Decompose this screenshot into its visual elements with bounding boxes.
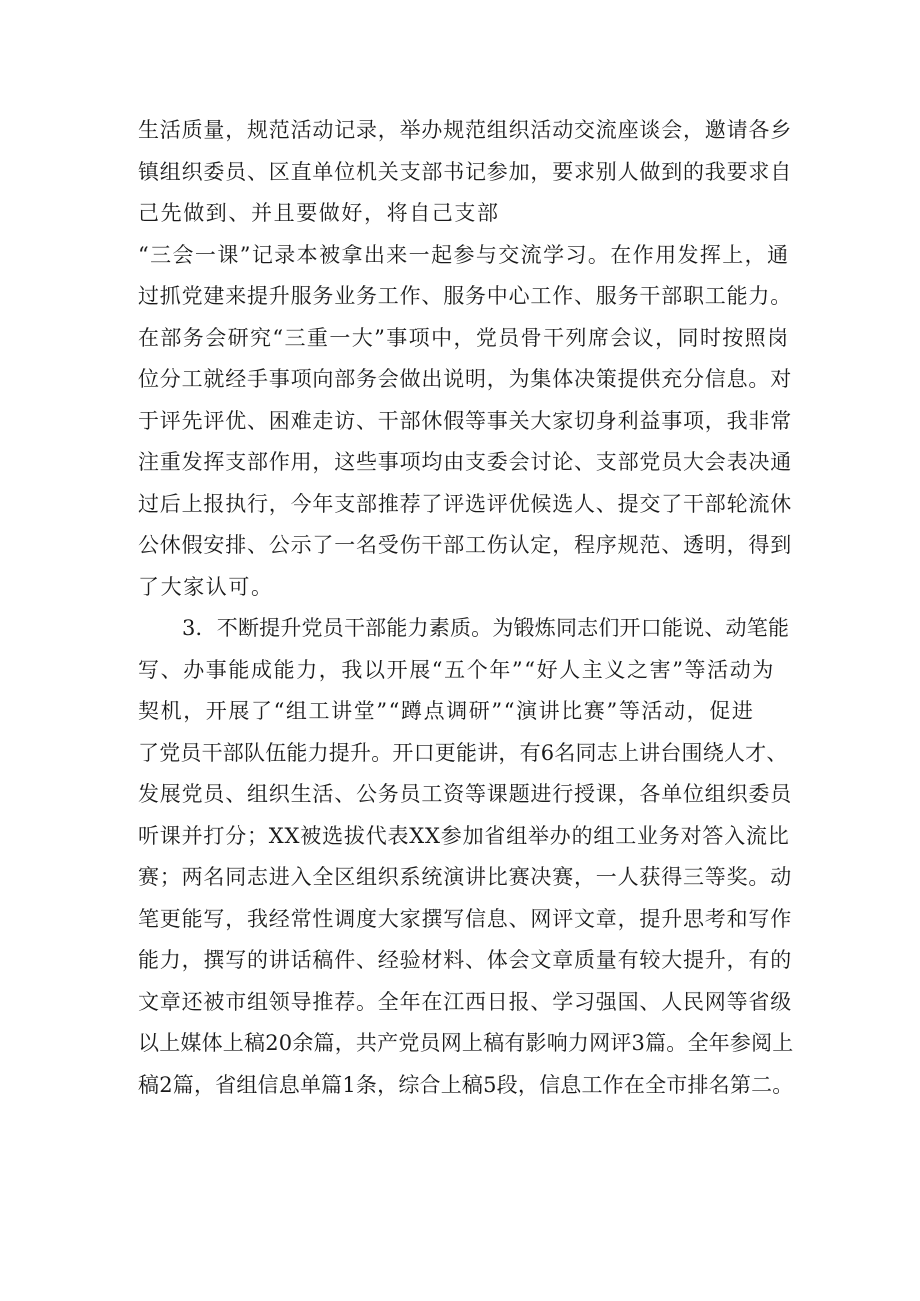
text-line: 了党员干部队伍能力提升。开口更能讲，有6名同志上讲台围绕人才、 [138, 740, 788, 765]
body-text [138, 110, 793, 1106]
text-line: 能力，撰写的讲话稿件、经验材料、体会文章质量有较大提升，有的 [138, 948, 792, 972]
text-line: 文章还被市组领导推荐。全年在江西日报、学习强国、人民网等省级 [138, 989, 792, 1014]
text-line: 稿2篇，省组信息单篇1条，综合上稿5段，信息工作在全市排名第二。 [138, 1072, 794, 1097]
text-line: “三会一课”记录本被拿出来一起参与交流学习。在作用发挥上，通 [138, 242, 790, 267]
text-line: 发展党员、组织生活、公务员工资等课题进行授课，各单位组织委员 [138, 782, 792, 806]
text-line: 以上媒体上稿20余篇，共产党员网上稿有影响力网评3篇。全年参阅上 [138, 1031, 794, 1055]
text-line: 过后上报执行，今年支部推荐了评选评优候选人、提交了干部轮流休 [138, 491, 792, 516]
text-line: 公休假安排、公示了一名受伤干部工伤认定，程序规范、透明，得到 [138, 533, 792, 557]
text-line: 写、办事能成能力，我以开展“五个年”“好人主义之害”等活动为 [138, 657, 775, 682]
text-line: 注重发挥支部作用，这些事项均由支委会讨论、支部党员大会表决通 [138, 450, 792, 474]
text-line: 赛；两名同志进入全区组织系统演讲比赛决赛，一人获得三等奖。动 [138, 865, 792, 889]
text-line: 于评先评优、困难走访、干部休假等事关大家切身利益事项，我非常 [138, 408, 792, 433]
text-line: 镇组织委员、区直单位机关支部书记参加，要求别人做到的我要求自 [138, 159, 792, 184]
text-line: 听课并打分；XX被选拔代表XX参加省组举办的组工业务对答入流比 [138, 823, 790, 848]
text-line: 在部务会研究“三重一大”事项中，党员骨干列席会议，同时按照岗 [138, 325, 790, 350]
text-line: 过抓党建来提升服务业务工作、服务中心工作、服务干部职工能力。 [138, 284, 792, 308]
text-line: 己先做到、并且要做好，将自己支部 [138, 201, 500, 225]
text-line: 笔更能写，我经常性调度大家撰写信息、网评文章，提升思考和写作 [138, 906, 792, 931]
paragraph-3-first-line: 3．不断提升党员干部能力素质。为锻炼同志们开口能说、动笔能 [182, 616, 790, 640]
text-line: 了大家认可。 [138, 574, 274, 599]
text-line: 位分工就经手事项向部务会做出说明，为集体决策提供充分信息。对 [138, 367, 792, 391]
text-line: 生活质量，规范活动记录，举办规范组织活动交流座谈会，邀请各乡 [138, 118, 792, 142]
text-line: 契机，开展了“组工讲堂”“蹲点调研”“演讲比赛”等活动，促进 [138, 699, 755, 723]
